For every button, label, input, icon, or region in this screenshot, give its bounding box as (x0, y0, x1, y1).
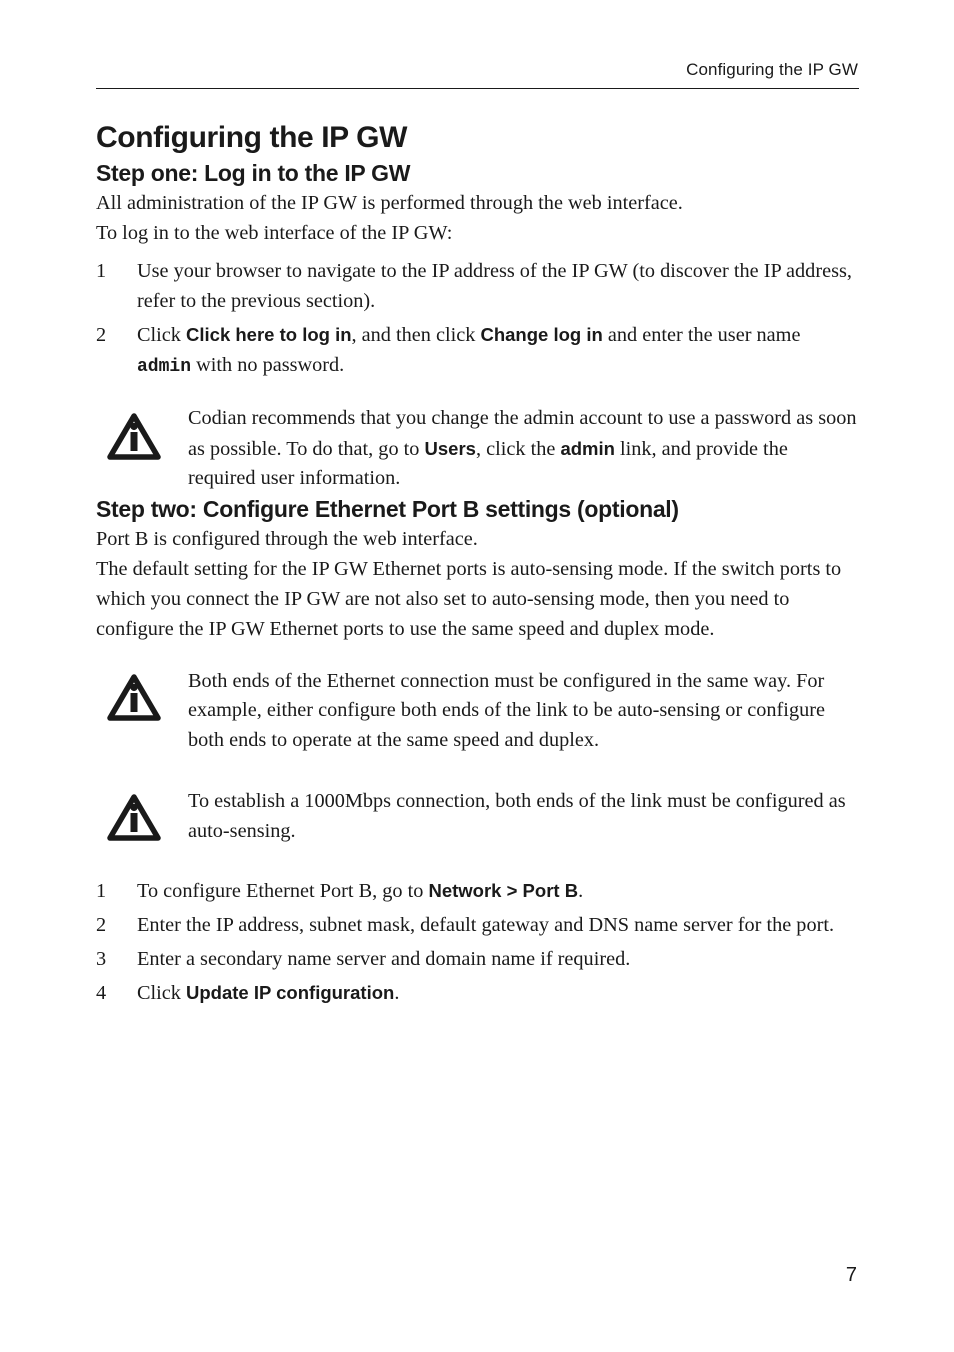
list-text: Enter a secondary name server and domain name if required. (137, 948, 631, 970)
list-text: . (578, 880, 584, 902)
list-number: 4 (96, 982, 107, 1004)
code-username: admin (137, 357, 192, 377)
ui-label-network-port-b: Network > Port B (428, 880, 579, 901)
list-number: 1 (96, 880, 107, 902)
step-one-intro: All administration of the IP GW is performed through the web interface. (96, 192, 683, 214)
ui-label-change-log-in: Change log in (480, 324, 603, 345)
ui-label-admin: admin (560, 437, 615, 459)
list-number: 1 (96, 260, 107, 282)
list-text: , and then click (351, 324, 481, 346)
page-content (96, 118, 858, 1008)
list-text: To configure Ethernet Port B, go to (137, 880, 429, 902)
ui-label-users: Users (424, 437, 476, 459)
list-item (96, 944, 858, 974)
step-two-heading: Step two: Configure Ethernet Port B settings (optional) (96, 495, 679, 522)
step-one-heading: Step one: Log in to the IP GW (96, 160, 411, 186)
list-text: . (394, 982, 400, 1004)
note-text: Codian recommends that you change the admin account to use a password as soon as possible. To do that, go to (188, 407, 857, 460)
list-item (96, 256, 858, 316)
list-item (96, 978, 858, 1008)
list-text: Enter the IP address, subnet mask, default gateway and DNS name server for the port. (137, 914, 835, 936)
ui-label-click-here-to-log-in: Click here to log in (186, 324, 352, 345)
step-two-intro: Port B is configured through the web interface. (96, 527, 478, 550)
header-rule (96, 88, 859, 89)
step-one-intro2: To log in to the web interface of the IP GW: (96, 222, 453, 244)
page-title: Configuring the IP GW (96, 121, 408, 154)
note-1000mbps (96, 787, 858, 846)
step-two-intro2: The default setting for the IP GW Ethernet ports is auto-sensing mode. If the switch ports to which you connect the IP GW are not also set to auto-sensing mode, then you need to configure the IP GW Ethernet ports to use the same speed and duplex mode. (96, 557, 842, 640)
warning-icon (106, 793, 162, 843)
list-text: Click (137, 324, 187, 346)
step-one-list (96, 256, 858, 382)
note-admin-password (96, 404, 858, 494)
note-text: link, and provide the required user information. (188, 437, 788, 489)
note-text: To establish a 1000Mbps connection, both ends of the link must be configured as auto-sensing. (188, 790, 846, 842)
list-item (96, 320, 858, 382)
note-text: , click the (475, 437, 561, 460)
list-text: Use your browser to navigate to the IP address of the IP GW (to discover the IP address, refer to the previous section). (137, 260, 852, 312)
list-text: with no password. (191, 354, 345, 376)
note-text: Both ends of the Ethernet connection must be configured in the same way. For example, either configure both ends of the link to be auto-sensing or configure both ends to operate at the same speed and duplex. (188, 669, 825, 751)
ui-label-update-ip-configuration: Update IP configuration (186, 982, 395, 1003)
list-item (96, 910, 858, 940)
list-number: 3 (96, 948, 107, 970)
list-number: 2 (96, 324, 107, 346)
list-text: and enter the user name (602, 324, 801, 346)
warning-icon (106, 673, 162, 723)
running-header: Configuring the IP GW (686, 60, 858, 79)
page-number: 7 (845, 1264, 857, 1286)
list-item (96, 876, 858, 906)
warning-icon (106, 412, 162, 462)
step-two-list (96, 876, 858, 1008)
note-both-ends (96, 667, 858, 756)
list-text: Click (137, 982, 187, 1004)
list-number: 2 (96, 914, 107, 936)
